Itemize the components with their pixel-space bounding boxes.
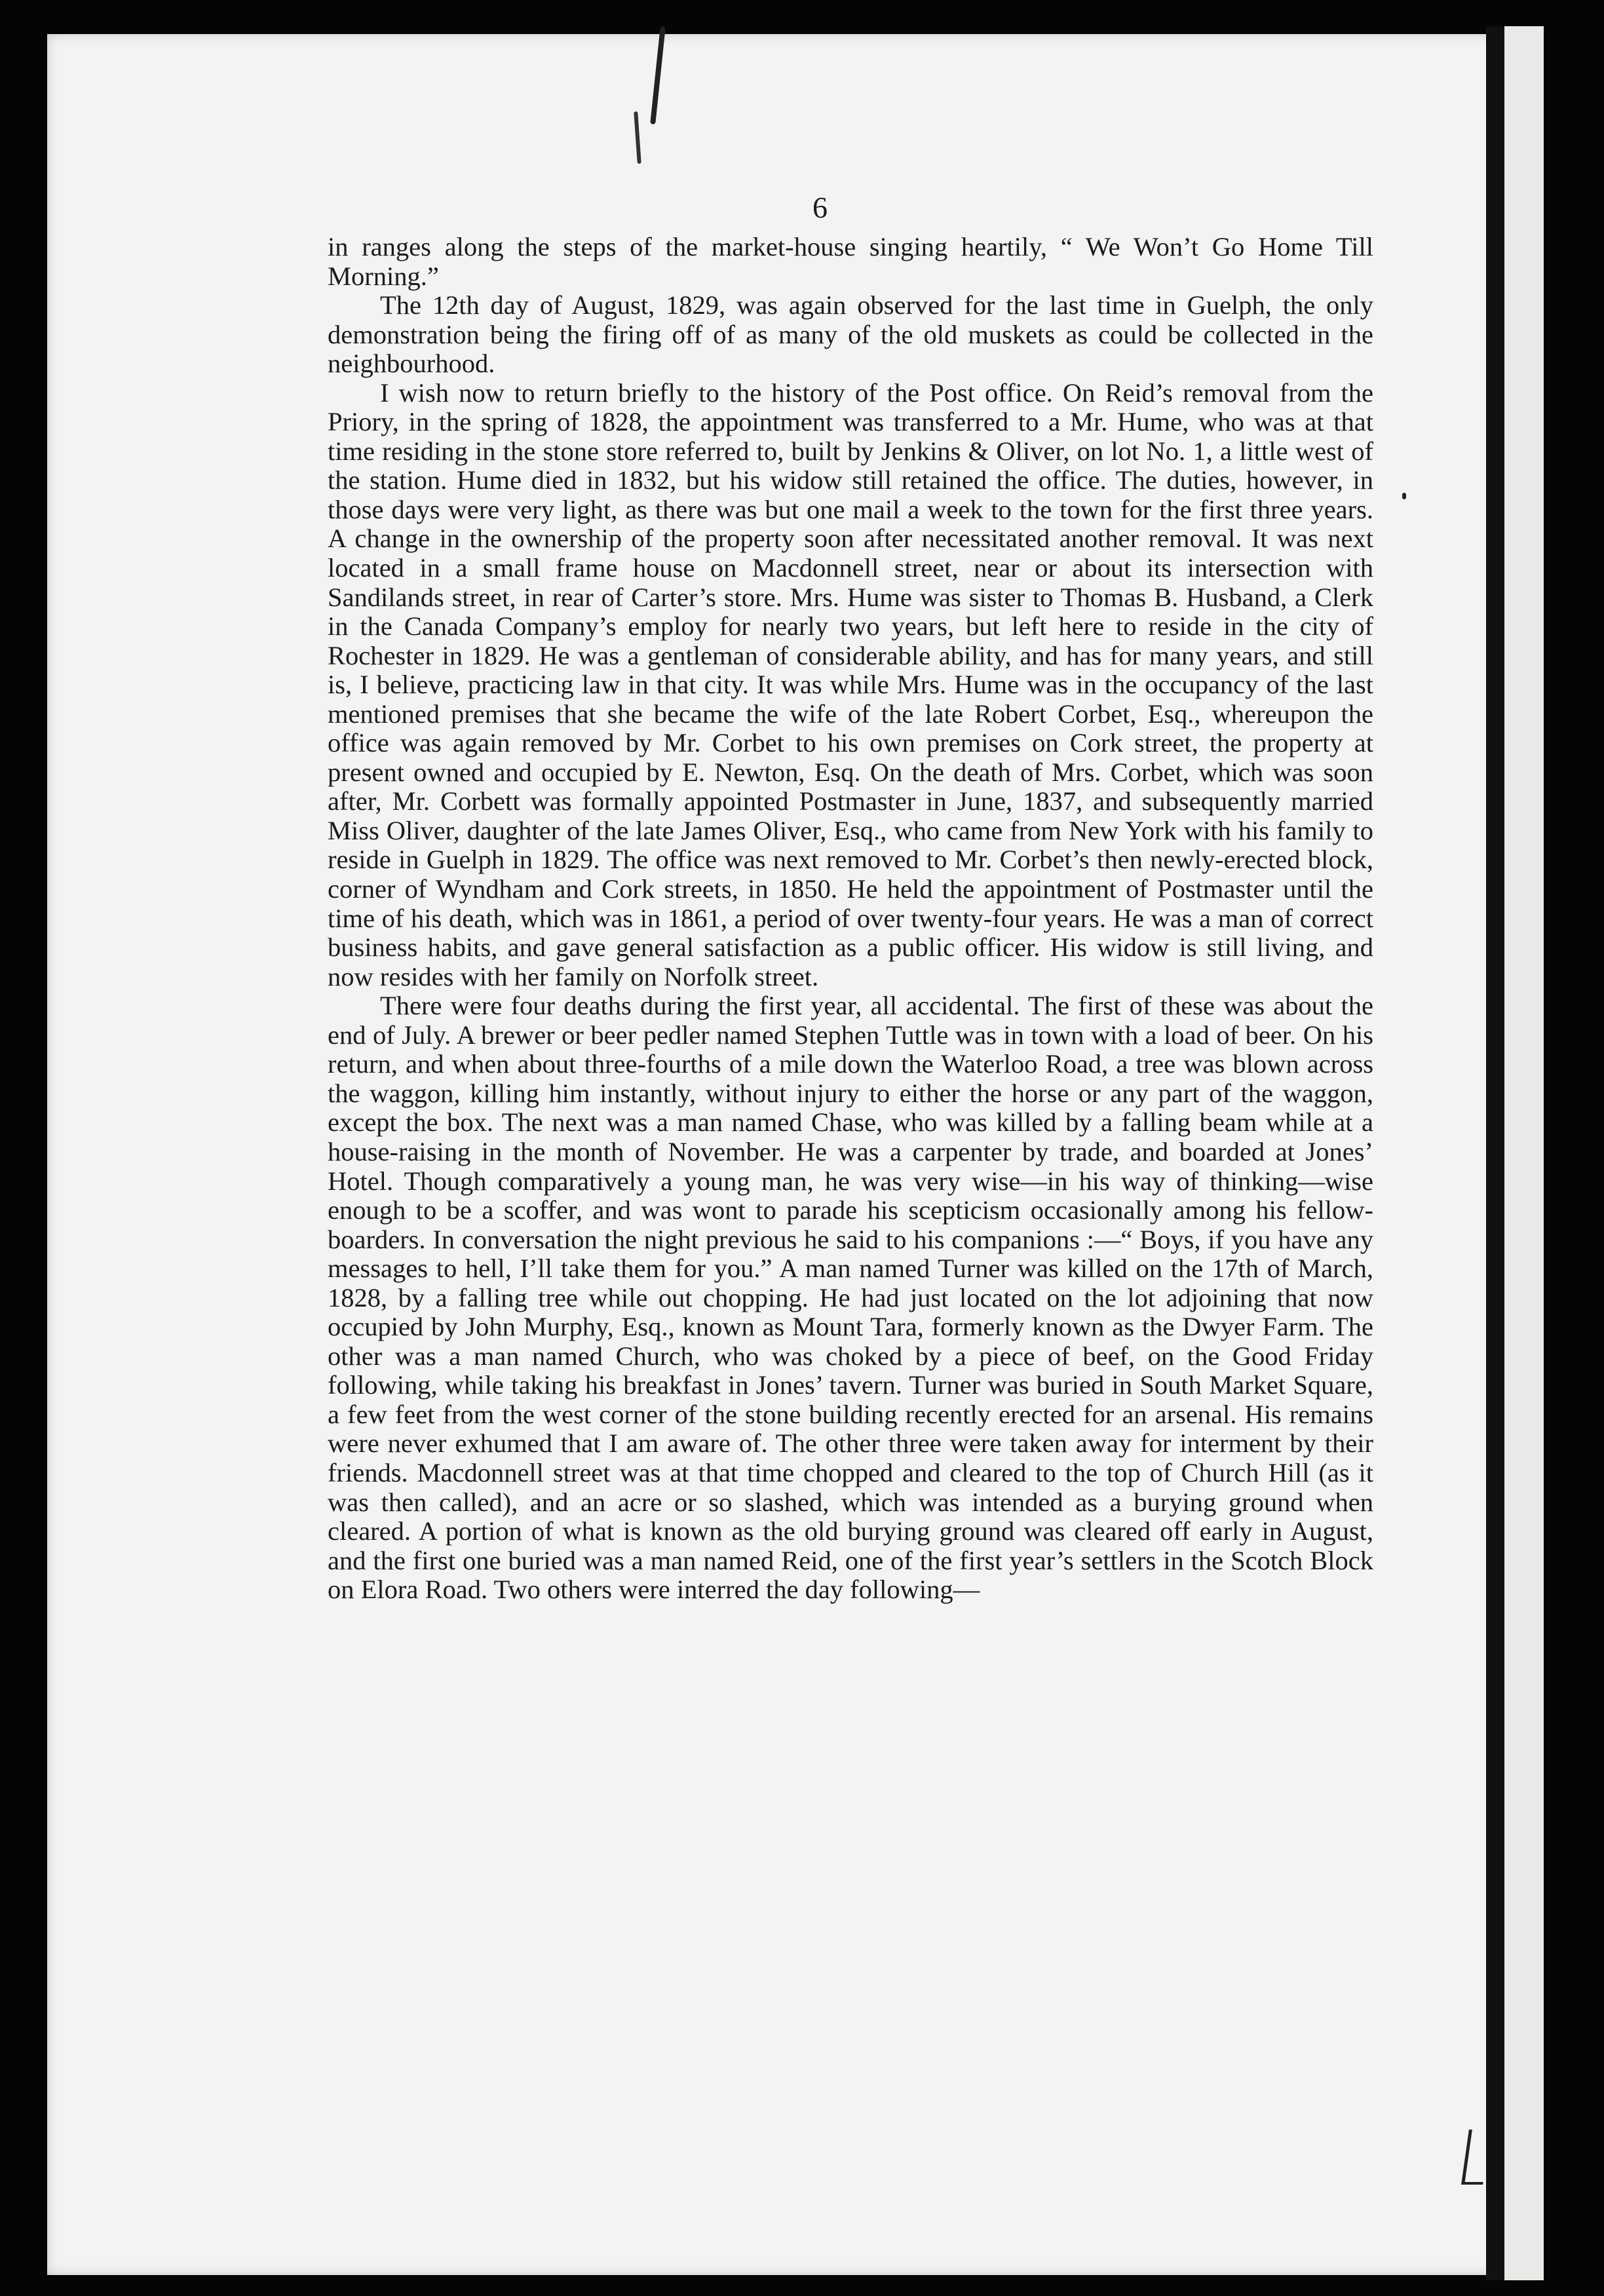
page-number: 6	[812, 191, 828, 224]
paragraph: in ranges along the steps of the market-house singing heartily, “ We Won’t Go Home Till Morning.”	[328, 232, 1373, 291]
paragraph: The 12th day of August, 1829, was again observed for the last time in Guelph, the only demonstration being the firing off of as many of the old muskets as could be collected in the neighbourhood.	[328, 290, 1373, 379]
body-text	[328, 233, 1373, 1605]
paragraph: There were four deaths during the first year, all accidental. The first of these was about the end of July. A brewer or beer pedler named Stephen Tuttle was in town with a load of beer. On his return, and when about three-fourths of a mile down the Waterloo Road, a tree was blown across the waggon, killing him instantly, without injury to either the horse or any part of the waggon, except the box. The next was a man named Chase, who was killed by a falling beam while at a house-raising in the month of November. He was a carpenter by trade, and boarded at Jones’ Hotel. Though comparatively a young man, he was very wise—in his way of thinking—wise enough to be a scoffer, and was wont to parade his scepticism occasionally among his fellow-boarders. In conversation the night previous he said to his companions :—“ Boys, if you have any messages to hell, I’ll take them for you.” A man named Turner was killed on the 17th of March, 1828, by a falling tree while out chopping. He had just located on the lot adjoining that now occupied by John Murphy, Esq., known as Mount Tara, formerly known as the Dwyer Farm. The other was a man named Church, who was choked by a piece of beef, on the Good Friday following, while taking his breakfast in Jones’ tavern. Turner was buried in South Market Square, a few feet from the west corner of the stone building recently erected for an arsenal. His remains were never exhumed that I am aware of. The other three were taken away for interment by their friends. Macdonnell street was at that time chopped and cleared to the top of Church Hill (as it was then called), and an acre or so slashed, which was intended as a burying ground when cleared. A portion of what is known as the old burying ground was cleared off early in August, and the first one buried was a man named Reid, one of the first year’s settlers in the Scotch Block on Elora Road. Two others were interred the day following—	[328, 991, 1373, 1605]
speck-mark	[1402, 493, 1406, 499]
paragraph: I wish now to return briefly to the history of the Post office. On Reid’s removal from the Priory, in the spring of 1828, the appointment was transferred to a Mr. Hume, who was at that time residing in the stone store referred to, built by Jenkins & Oliver, on lot No. 1, a little west of the station. Hume died in 1832, but his widow still retained the office. The duties, however, in those days were very light, as there was but one mail a week to the town for the first three years. A change in the ownership of the property soon after necessitated another removal. It was next located in a small frame house on Macdonnell street, near or about its intersection with Sandilands street, in rear of Carter’s store. Mrs. Hume was sister to Thomas B. Husband, a Clerk in the Canada Company’s employ for nearly two years, but left here to reside in the city of Rochester in 1829. He was a gentleman of considerable ability, and has for many years, and still is, I believe, practicing law in that city. It was while Mrs. Hume was in the occupancy of the last mentioned premises that she became the wife of the late Robert Corbet, Esq., whereupon the office was again removed by Mr. Corbet to his own premises on Cork street, the property at present owned and occupied by E. Newton, Esq. On the death of Mrs. Corbet, which was soon after, Mr. Corbett was formally appointed Postmaster in June, 1837, and subsequently married Miss Oliver, daughter of the late James Oliver, Esq., who came from New York with his family to reside in Guelph in 1829. The office was next removed to Mr. Corbet’s then newly-erected block, corner of Wyndham and Cork streets, in 1850. He held the appointment of Postmaster until the time of his death, which was in 1861, a period of over twenty-four years. He was a man of correct business habits, and gave general satisfaction as a public officer. His widow is still living, and now resides with her family on Norfolk street.	[328, 377, 1373, 991]
page-gutter-shadow	[1486, 26, 1504, 2280]
adjacent-page-edge	[1504, 26, 1544, 2280]
